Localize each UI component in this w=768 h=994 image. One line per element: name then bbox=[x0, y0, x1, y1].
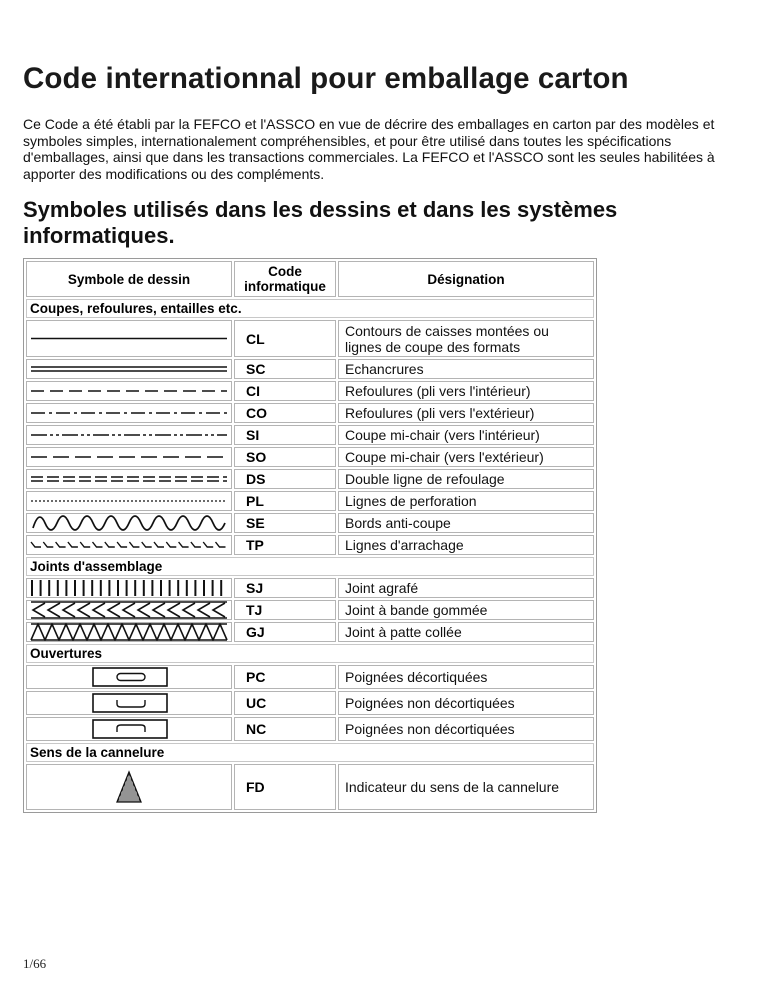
symbol-cell bbox=[26, 535, 232, 555]
header-symbol: Symbole de dessin bbox=[26, 261, 232, 297]
designation-cell: Refoulures (pli vers l'extérieur) bbox=[338, 403, 594, 423]
designation-cell: Lignes d'arrachage bbox=[338, 535, 594, 555]
symbol-cell bbox=[26, 600, 232, 620]
section-row bbox=[26, 644, 594, 663]
handle-unpeeled-up-icon bbox=[27, 718, 231, 740]
table-row bbox=[26, 359, 594, 379]
code-cell: CO bbox=[234, 403, 336, 423]
table-header-row bbox=[26, 261, 594, 297]
designation-cell: Poignées décortiquées bbox=[338, 665, 594, 689]
wavy-line-icon bbox=[27, 514, 231, 532]
header-code: Code informatique bbox=[234, 261, 336, 297]
code-cell: SE bbox=[234, 513, 336, 533]
code-cell: SJ bbox=[234, 578, 336, 598]
section-title: Coupes, refoulures, entailles etc. bbox=[26, 299, 594, 318]
designation-cell: Indicateur du sens de la cannelure bbox=[338, 764, 594, 810]
handle-peeled-icon bbox=[27, 666, 231, 688]
section-title: Ouvertures bbox=[26, 644, 594, 663]
header-designation: Désignation bbox=[338, 261, 594, 297]
intro-paragraph: Ce Code a été établi par la FEFCO et l'ASSCO en vue de décrire des emballages en carton par des modèles et symboles simples, internationalement compréhensibles, et pour être utilisé dans toutes les spécifications d'emballages, ainsi que dans les transactions commerciales. La FEFCO et l'ASSCO sont les seules habilitées à apporter des modifications ou des compléments. bbox=[23, 116, 715, 182]
section-row bbox=[26, 743, 594, 762]
table-row bbox=[26, 469, 594, 489]
page-title: Code internationnal pour emballage carton bbox=[23, 62, 629, 95]
dashed-line-icon bbox=[27, 382, 231, 400]
table-row bbox=[26, 691, 594, 715]
code-cell: PL bbox=[234, 491, 336, 511]
symbol-cell bbox=[26, 513, 232, 533]
symbol-cell bbox=[26, 717, 232, 741]
code-cell: TJ bbox=[234, 600, 336, 620]
designation-cell: Coupe mi-chair (vers l'extérieur) bbox=[338, 447, 594, 467]
table-row bbox=[26, 403, 594, 423]
tick-line-icon bbox=[27, 536, 231, 554]
table-row bbox=[26, 425, 594, 445]
designation-cell: Double ligne de refoulage bbox=[338, 469, 594, 489]
code-cell: CL bbox=[234, 320, 336, 357]
table-row bbox=[26, 381, 594, 401]
code-cell: UC bbox=[234, 691, 336, 715]
zigzag-flap-icon bbox=[27, 623, 231, 641]
handle-unpeeled-down-icon bbox=[27, 692, 231, 714]
symbol-cell bbox=[26, 491, 232, 511]
flute-direction-icon bbox=[27, 765, 231, 809]
table-row bbox=[26, 535, 594, 555]
staple-marks-icon bbox=[27, 579, 231, 597]
section-title: Sens de la cannelure bbox=[26, 743, 594, 762]
double-line-icon bbox=[27, 360, 231, 378]
code-cell: TP bbox=[234, 535, 336, 555]
dash-dot-dot-line-icon bbox=[27, 426, 231, 444]
dash-dot-line-icon bbox=[27, 404, 231, 422]
code-cell: SO bbox=[234, 447, 336, 467]
section-title: Joints d'assemblage bbox=[26, 557, 594, 576]
symbol-cell bbox=[26, 447, 232, 467]
section-heading: Symboles utilisés dans les dessins et dans les systèmes informatiques. bbox=[23, 197, 618, 248]
code-cell: PC bbox=[234, 665, 336, 689]
section-row bbox=[26, 299, 594, 318]
symbol-cell bbox=[26, 691, 232, 715]
long-dash-line-icon bbox=[27, 448, 231, 466]
table-row bbox=[26, 320, 594, 357]
code-cell: GJ bbox=[234, 622, 336, 642]
table-row bbox=[26, 717, 594, 741]
designation-cell: Echancrures bbox=[338, 359, 594, 379]
code-cell: SC bbox=[234, 359, 336, 379]
designation-cell: Joint agrafé bbox=[338, 578, 594, 598]
symbol-cell bbox=[26, 622, 232, 642]
symbol-cell bbox=[26, 578, 232, 598]
symbols-table bbox=[23, 258, 597, 813]
designation-cell: Lignes de perforation bbox=[338, 491, 594, 511]
table-row bbox=[26, 665, 594, 689]
table-row bbox=[26, 600, 594, 620]
page-number: 1/66 bbox=[23, 956, 47, 971]
dotted-line-icon bbox=[27, 492, 231, 510]
designation-cell: Contours de caisses montées ou lignes de coupe des formats bbox=[338, 320, 594, 357]
symbol-cell bbox=[26, 665, 232, 689]
table-row bbox=[26, 578, 594, 598]
designation-cell: Joint à patte collée bbox=[338, 622, 594, 642]
table-row bbox=[26, 764, 594, 810]
double-dashed-line-icon bbox=[27, 470, 231, 488]
designation-cell: Joint à bande gommée bbox=[338, 600, 594, 620]
section-row bbox=[26, 557, 594, 576]
table-row bbox=[26, 491, 594, 511]
symbol-cell bbox=[26, 469, 232, 489]
designation-cell: Poignées non décortiquées bbox=[338, 691, 594, 715]
designation-cell: Bords anti-coupe bbox=[338, 513, 594, 533]
code-cell: NC bbox=[234, 717, 336, 741]
symbol-cell bbox=[26, 403, 232, 423]
symbol-cell bbox=[26, 320, 232, 357]
table-row bbox=[26, 447, 594, 467]
code-cell: SI bbox=[234, 425, 336, 445]
code-cell: CI bbox=[234, 381, 336, 401]
code-cell: DS bbox=[234, 469, 336, 489]
table-row bbox=[26, 513, 594, 533]
code-cell: FD bbox=[234, 764, 336, 810]
designation-cell: Coupe mi-chair (vers l'intérieur) bbox=[338, 425, 594, 445]
symbol-cell bbox=[26, 381, 232, 401]
symbol-cell bbox=[26, 359, 232, 379]
chevron-tape-icon bbox=[27, 601, 231, 619]
table-row bbox=[26, 622, 594, 642]
symbol-cell bbox=[26, 764, 232, 810]
symbol-cell bbox=[26, 425, 232, 445]
solid-line-icon bbox=[27, 321, 231, 356]
designation-cell: Poignées non décortiquées bbox=[338, 717, 594, 741]
designation-cell: Refoulures (pli vers l'intérieur) bbox=[338, 381, 594, 401]
